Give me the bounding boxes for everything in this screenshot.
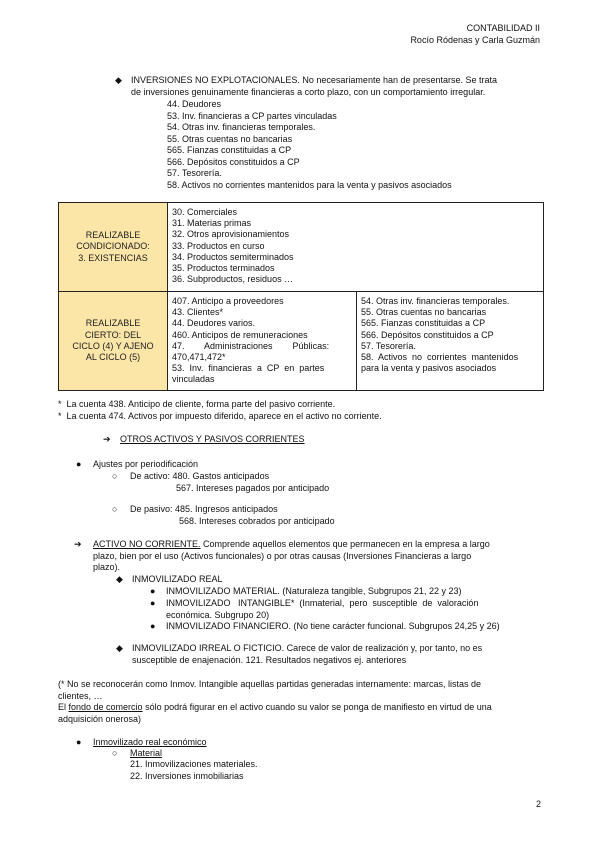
list-item: 53. Inv. financieras a CP en partes	[172, 363, 325, 374]
list-item: 55. Otras cuentas no bancarias	[361, 307, 487, 318]
fondo-comercio: fondo de comercio	[68, 702, 143, 712]
label-cierto: REALIZABLE CIERTO: DEL CICLO (4) Y AJENO AL CICLO (5)	[59, 292, 168, 391]
table-row	[59, 203, 544, 292]
list-item: 34. Productos semiterminados	[172, 251, 294, 262]
inversiones-title: INVERSIONES NO EXPLOTACIONALES.	[131, 75, 300, 85]
cierto-col-2	[357, 292, 544, 391]
otros-title: OTROS ACTIVOS Y PASIVOS CORRIENTES	[120, 434, 305, 444]
inversiones-list	[167, 99, 452, 191]
arrow-right-icon: ➔	[103, 434, 111, 444]
note: * La cuenta 474. Activos por impuesto diferido, aparece en el activo no corriente.	[58, 410, 382, 421]
course-title: CONTABILIDAD II	[466, 23, 540, 33]
material-title: Material	[130, 748, 163, 758]
inversiones-block	[131, 75, 545, 98]
bullet-icon: ●	[150, 598, 156, 608]
list-item: 470,471,472*	[172, 352, 226, 363]
list-item: 566. Depósitos constituidos a CP	[167, 156, 300, 167]
list-item: 43. Clientes*	[172, 307, 224, 318]
list-item: 407. Anticipo a proveedores	[172, 296, 284, 306]
inm-eco-list	[130, 759, 258, 782]
inm-eco-title: Inmovilizado real económico	[93, 737, 207, 747]
page-number: 2	[536, 799, 542, 809]
list-item: 44. Deudores	[167, 99, 222, 109]
list-item: 22. Inversiones inmobiliarias	[130, 770, 244, 781]
list-item: 35. Productos terminados	[172, 263, 275, 274]
list-item: 565. Fianzas constituidas a CP	[361, 318, 486, 329]
inm-real-title: INMOVILIZADO REAL	[132, 574, 223, 584]
authors: Rocío Ródenas y Carla Guzmán	[410, 35, 540, 45]
inm-intangible: INMOVILIZADO INTANGIBLE* (Inmaterial, pero susceptible de valoración económica. Subgrupo 20)	[166, 598, 479, 620]
inm-financiero: INMOVILIZADO FINANCIERO. (No tiene carácter funcional. Subgrupos 24,25 y 26)	[166, 621, 500, 631]
list-item: 58. Activos no corrientes mantenidos para la venta y pasivos asociados	[167, 179, 452, 190]
list-item: 58. Activos no corrientes mantenidos	[361, 352, 519, 363]
activo-nc-block: ACTIVO NO CORRIENTE. Comprende aquellos elementos que permanecen en la empresa a largo plazo, bien por el uso (Activos funcionales) o por otras causas (Inversiones Financieras a largo plazo).	[93, 539, 490, 572]
list-item: 31. Materias primas	[172, 218, 252, 229]
pasivo-line: De pasivo: 485. Ingresos anticipados	[130, 504, 278, 514]
bullet-icon: ●	[150, 586, 156, 596]
list-item: 53. Inv. financieras a CP partes vinculadas	[167, 110, 337, 121]
table-row	[59, 292, 544, 391]
diamond-bullet-icon: ◆	[115, 75, 122, 85]
list-item: 57. Tesorería.	[361, 340, 416, 351]
list-item: 33. Productos en curso	[172, 240, 265, 251]
circle-bullet-icon: ○	[112, 748, 118, 758]
activo-nc-title: ACTIVO NO CORRIENTE.	[93, 539, 201, 549]
circle-bullet-icon: ○	[112, 471, 118, 481]
inversiones-desc: No necesariamente han de presentarse. Se trata	[302, 75, 498, 85]
list-item: 30. Comerciales	[172, 207, 238, 217]
accounts-table	[58, 202, 544, 391]
inm-material: INMOVILIZADO MATERIAL. (Naturaleza tangible, Subgrupos 21, 22 y 23)	[166, 586, 462, 596]
list-item: 44. Deudores varios.	[172, 318, 256, 329]
list-item: 47. Administraciones Públicas:	[172, 340, 330, 351]
list-item: 565. Fianzas constituidas a CP	[167, 145, 292, 155]
pasivo-line-2: 568. Intereses cobrados por anticipado	[179, 516, 335, 526]
list-item: 54. Otras inv. financieras temporales.	[167, 122, 316, 132]
list-item: para la venta y pasivos asociados	[361, 363, 497, 374]
label-condicionado: REALIZABLE CONDICIONADO: 3. EXISTENCIAS	[59, 203, 168, 292]
list-item: 460. Anticipos de remuneraciones	[172, 329, 308, 340]
list-item: 566. Depósitos constituidos a CP	[361, 329, 494, 340]
list-item: 36. Subproductos, residuos …	[172, 274, 294, 285]
arrow-right-icon: ➔	[74, 539, 82, 549]
header	[410, 22, 540, 46]
bullet-icon: ●	[150, 621, 156, 631]
list-item: vinculadas	[172, 374, 215, 385]
cierto-col-1	[168, 292, 357, 391]
inm-ficticio: INMOVILIZADO IRREAL O FICTICIO. Carece de valor de realización y, por tanto, no es susceptible de enajenación. 121. Resultados negativos ej. anteriores	[132, 643, 483, 665]
existencias-cell	[168, 203, 544, 292]
table-notes	[58, 399, 382, 422]
bullet-icon: ●	[76, 737, 82, 747]
list-item: 54. Otras inv. financieras temporales.	[361, 296, 510, 306]
ajustes-title: Ajustes por periodificación	[93, 459, 199, 469]
list-item: 21. Inmovilizaciones materiales.	[130, 759, 258, 769]
bullet-icon: ●	[76, 459, 82, 469]
inversiones-desc-2: de inversiones genuinamente financieras a corto plazo, con un comportamiento irregular.	[131, 86, 486, 97]
footnote: (* No se reconocerán como Inmov. Intangible aquellas partidas generadas internamente: marcas, listas de clientes, … El fondo de comercio sólo podrá figurar en el activo cuando su valor se ponga de manifiesto en virtud de una adquisición onerosa)	[58, 679, 492, 724]
list-item: 32. Otros aprovisionamientos	[172, 229, 290, 240]
activo-line-2: 567. Intereses pagados por anticipado	[176, 483, 330, 493]
list-item: 55. Otras cuentas no bancarias	[167, 133, 293, 144]
activo-line: De activo: 480. Gastos anticipados	[130, 471, 270, 481]
note: * La cuenta 438. Anticipo de cliente, forma parte del pasivo corriente.	[58, 399, 336, 409]
list-item: 57. Tesorería.	[167, 168, 222, 178]
circle-bullet-icon: ○	[112, 504, 118, 514]
diamond-bullet-icon: ◆	[116, 643, 123, 653]
diamond-bullet-icon: ◆	[116, 574, 123, 584]
